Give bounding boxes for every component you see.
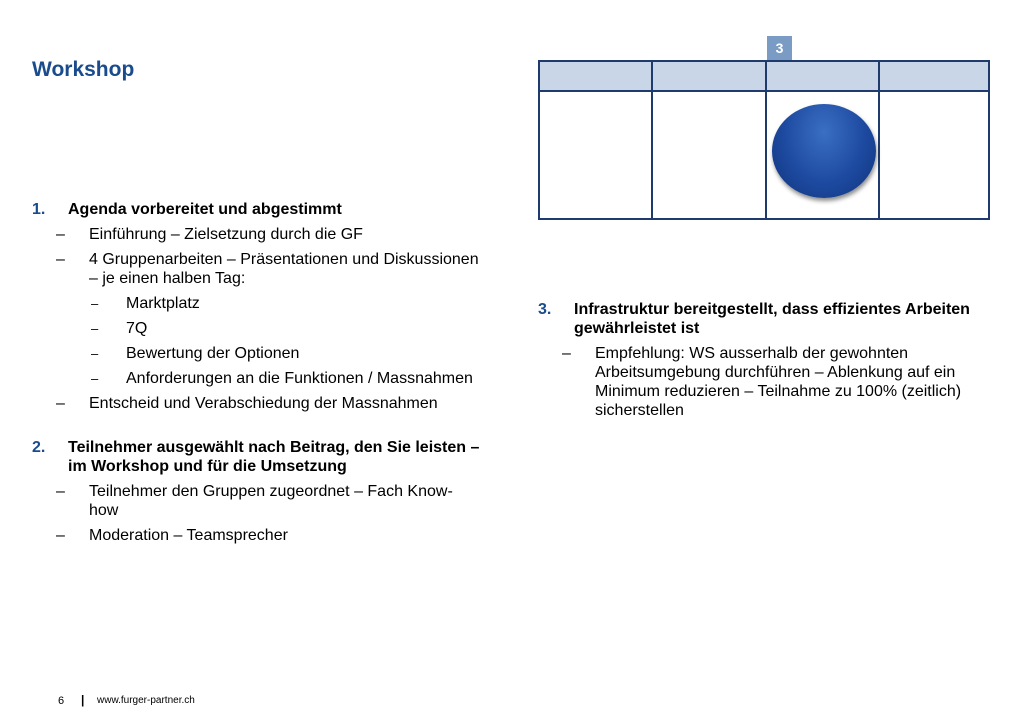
sub-sub-item [32,344,482,363]
sub-item [32,394,482,413]
dash-bullet: – [56,251,65,268]
dash-bullet: – [91,346,99,361]
phase-grid-divider [765,62,767,218]
sub-item [32,482,482,520]
item-heading: Infrastruktur bereitgestellt, dass effizientes Arbeiten gewährleistet ist [574,301,970,337]
dash-bullet: – [56,527,65,544]
dash-bullet: – [91,296,99,311]
dash-bullet: – [562,345,571,362]
sub-item [32,250,482,288]
sub-sub-item-text: 7Q [126,320,148,337]
item-heading: Agenda vorbereitet und abgestimmt [68,201,342,218]
left-column [32,200,482,545]
dash-bullet: – [56,483,65,500]
sub-item-text: Moderation – Teamsprecher [89,527,288,544]
sub-sub-item [32,369,482,388]
sub-item [32,225,482,244]
dash-bullet: – [91,321,99,336]
list-item [32,200,482,219]
dash-bullet: – [56,395,65,412]
phase-grid [538,60,990,220]
sub-item-text: Empfehlung: WS ausserhalb der gewohnten Arbeitsumgebung durchführen – Ablenkung auf ein Minimum reduzieren – Teilnahme zu 100% (zeitlich) sicherstellen [595,345,962,419]
sub-sub-item-text: Anforderungen an die Funktionen / Massnahmen [126,370,473,387]
footer-separator: | [81,693,85,707]
item-number: 1. [32,201,46,218]
right-column [538,300,988,420]
sub-item-text: Einführung – Zielsetzung durch die GF [89,226,363,243]
list-item [32,438,482,476]
phase-grid-header-row [540,62,988,92]
sub-item [32,526,482,545]
phase-grid-divider [651,62,653,218]
page-number: 6 [58,695,65,707]
sub-sub-item [32,294,482,313]
page-title: Workshop [32,58,135,81]
footer-url: www.furger-partner.ch [97,695,195,706]
phase-marker-circle [772,104,876,198]
phase-grid-divider [878,62,880,218]
dash-bullet: – [91,371,99,386]
item-heading: Teilnehmer ausgewählt nach Beitrag, den Sie leisten – im Workshop und für die Umsetzung [68,439,480,475]
sub-item [538,344,988,420]
sub-item-text: 4 Gruppenarbeiten – Präsentationen und Diskussionen – je einen halben Tag: [89,251,479,287]
sub-item-text: Teilnehmer den Gruppen zugeordnet – Fach Know-how [89,483,453,519]
item-number: 3. [538,301,552,318]
sub-sub-item-text: Bewertung der Optionen [126,345,300,362]
item-number: 2. [32,439,46,456]
list-item [538,300,988,338]
dash-bullet: – [56,226,65,243]
sub-item-text: Entscheid und Verabschiedung der Massnahmen [89,395,438,412]
sub-sub-item [32,319,482,338]
phase-number-badge: 3 [767,36,792,60]
sub-sub-item-text: Marktplatz [126,295,200,312]
